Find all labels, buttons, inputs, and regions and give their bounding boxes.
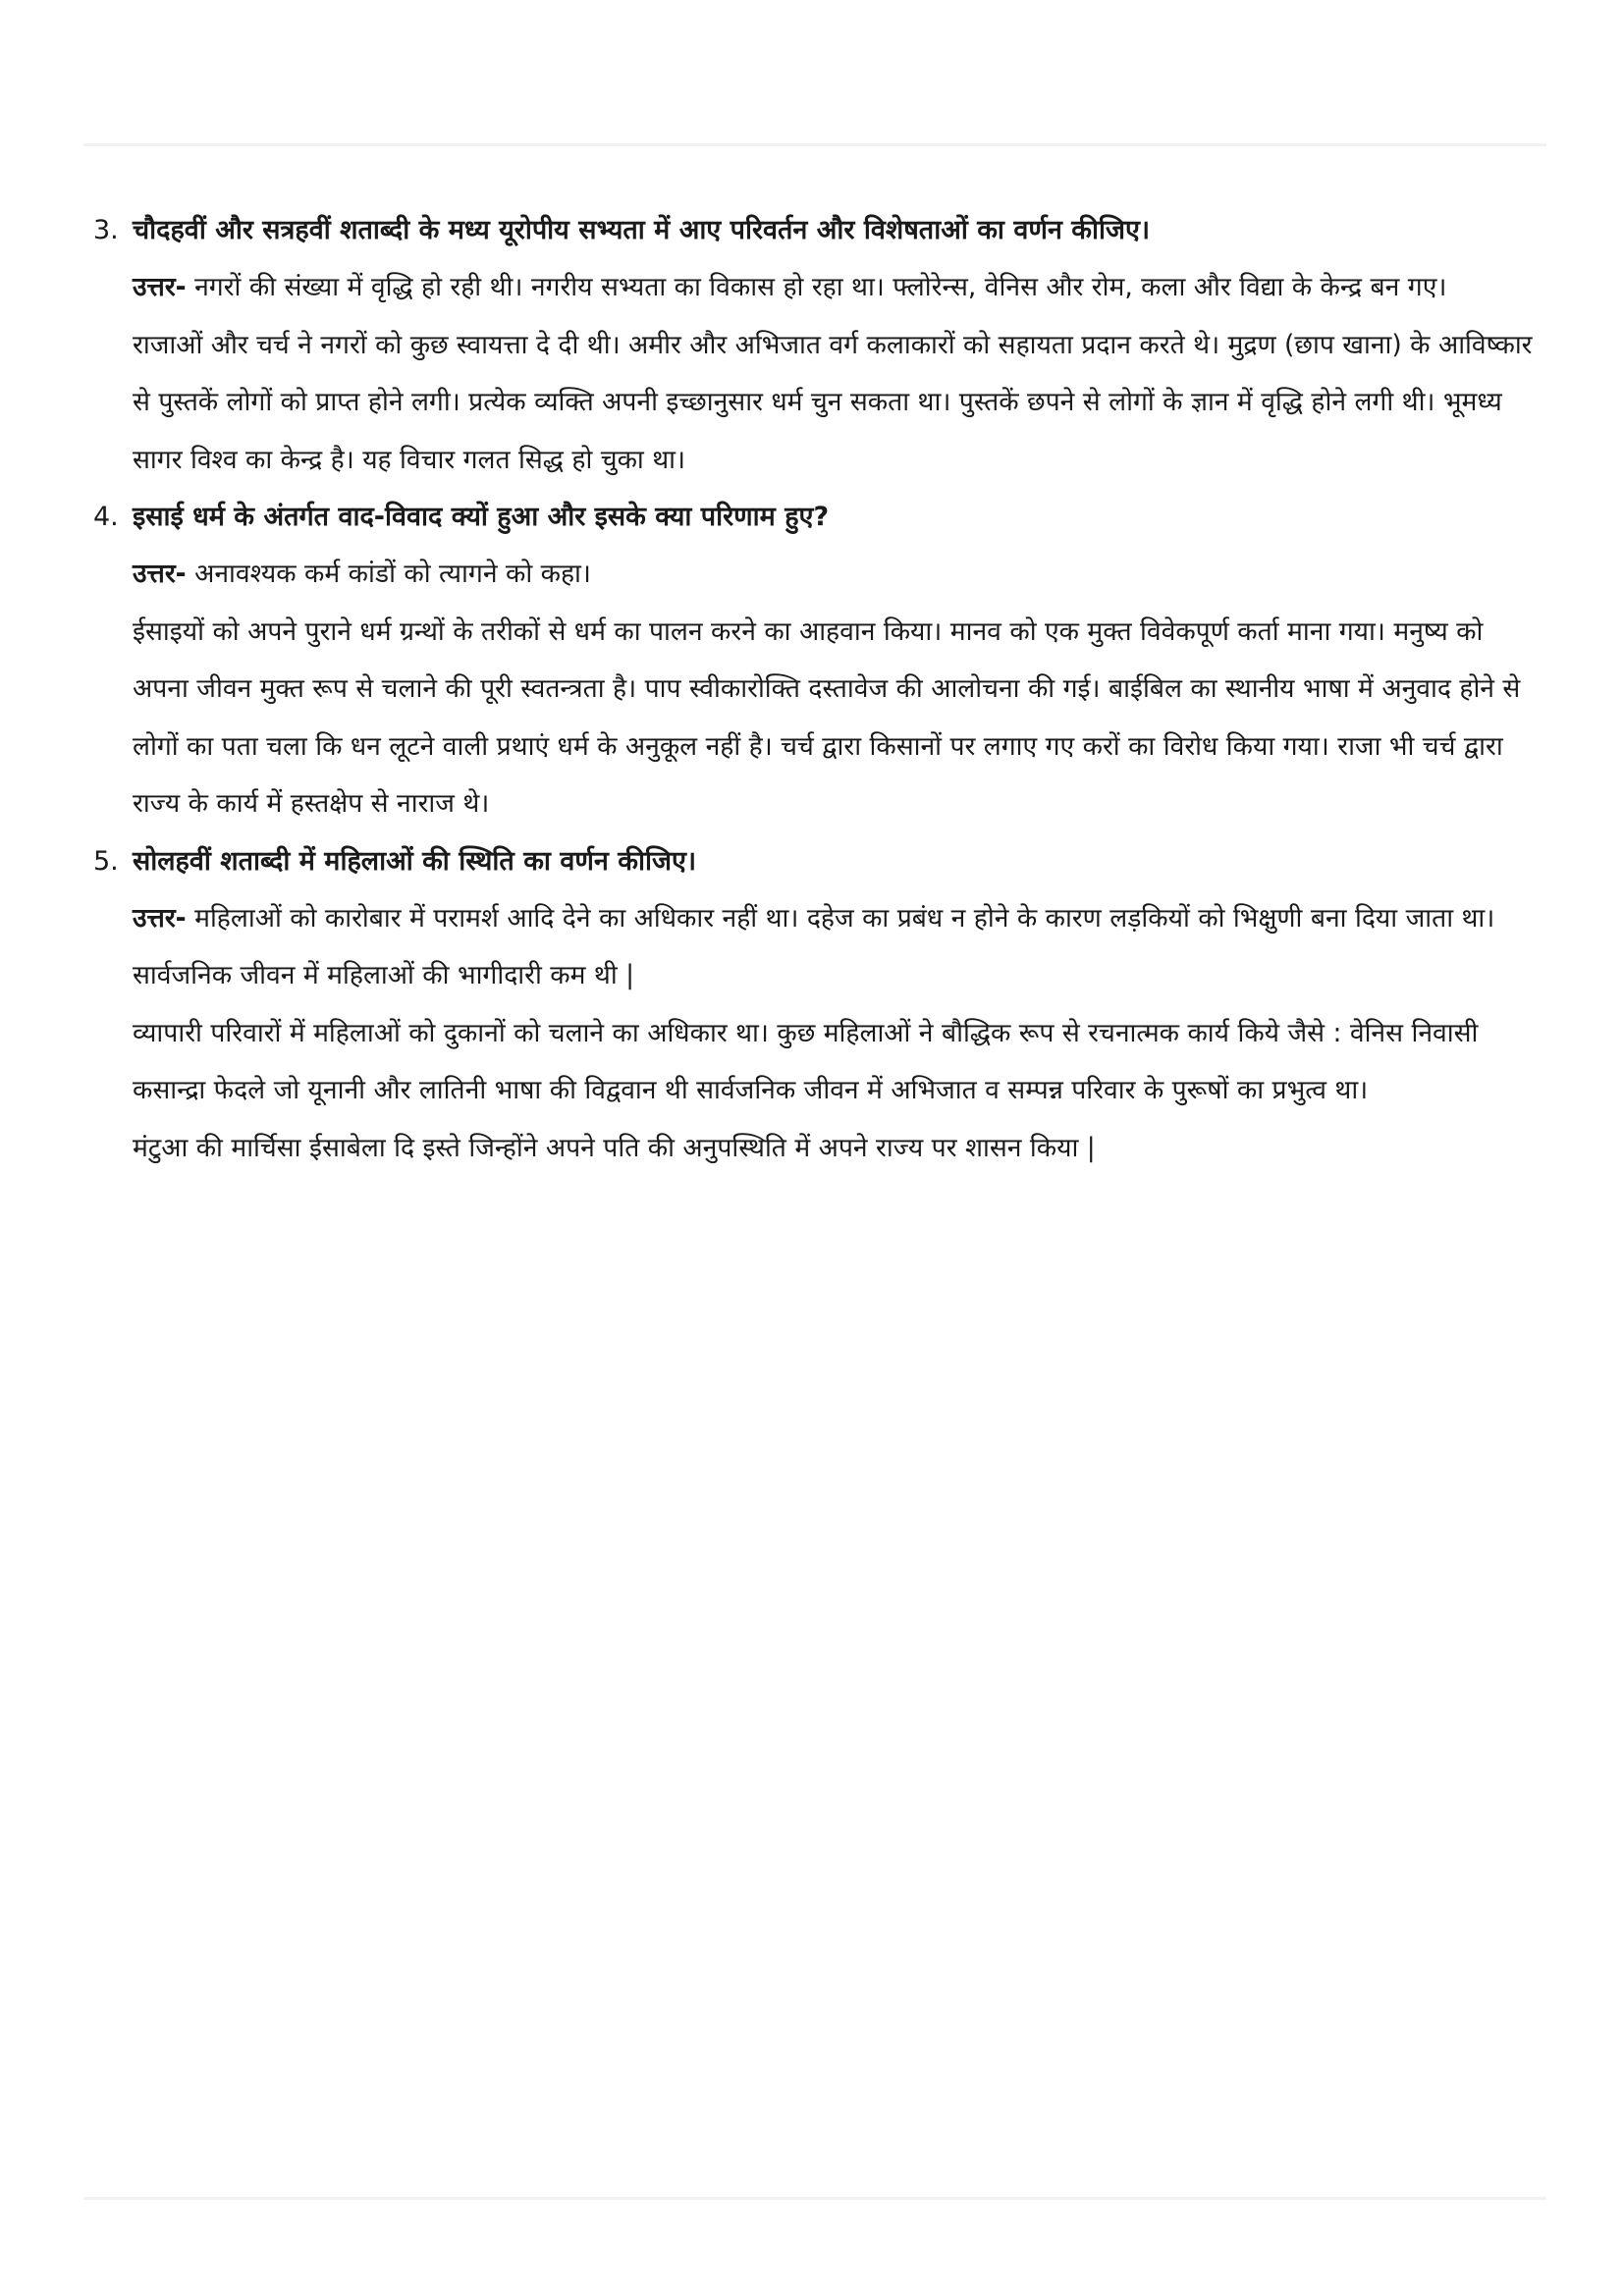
answer-block: [93, 546, 1546, 833]
question-5: [93, 833, 1546, 1178]
answer-label: उत्तर-: [133, 902, 187, 934]
footer-divider: [83, 2197, 1546, 2200]
question-number: 5.: [93, 845, 119, 877]
answer-lead-paragraph: [133, 546, 1546, 604]
answer-lead-text: महिलाओं को कारोबार में परामर्श आदि देने का अधिकार नहीं था। दहेज का प्रबंध न होने के कारण लड़कियों को भिक्षुणी बना दिया जाता था। सार्वजनिक जीवन में महिलाओं की भागीदारी कम थी |: [133, 902, 1495, 990]
answer-label: उत्तर-: [133, 559, 187, 589]
question-heading: [93, 489, 1546, 546]
answer-paragraph: मंटुआ की मार्चिसा ईसाबेला दि इस्ते जिन्होंने अपने पति की अनुपस्थिति में अपने राज्य पर शासन किया |: [133, 1132, 1096, 1163]
question-heading: [93, 833, 1546, 890]
answer-lead-paragraph: [133, 259, 1546, 317]
document-body: [93, 202, 1546, 1177]
answer-label: उत्तर-: [133, 272, 187, 302]
question-title: सोलहवीं शताब्दी में महिलाओं की स्थिति का वर्णन कीजिए।: [133, 845, 697, 877]
question-heading: [93, 202, 1546, 259]
question-number: 4.: [93, 502, 119, 532]
answer-lead-text: अनावश्यक कर्म कांडों को त्यागने को कहा।: [186, 559, 591, 589]
answer-paragraph: व्यापारी परिवारों में महिलाओं को दुकानों को चलाने का अधिकार था। कुछ महिलाओं ने बौद्धिक रूप से रचनात्मक कार्य किये जैसे : वेनिस निवासी कसान्द्रा फेदले जो यूनानी और लातिनी भाषा की विद्ववान थी सार्वजनिक जीवन में अभिजात व सम्पन्न परिवार के पुरूषों का प्रभुत्व था।: [133, 1017, 1479, 1105]
question-4: [93, 489, 1546, 833]
answer-block: [93, 259, 1546, 489]
answer-lead-text: नगरों की संख्या में वृद्धि हो रही थी। नगरीय सभ्यता का विकास हो रहा था। फ्लोरेन्स, वेनिस और रोम, कला और विद्या के केन्द्र बन गए।: [186, 272, 1447, 302]
answer-paragraph: राजाओं और चर्च ने नगरों को कुछ स्वायत्ता दे दी थी। अमीर और अभिजात वर्ग कलाकारों को सहायता प्रदान करते थे। मुद्रण (छाप खाना) के आविष्कार से पुस्तकें लोगों को प्राप्त होने लगी। प्रत्येक व्यक्ति अपनी इच्छानुसार धर्म चुन सकता था। पुस्तकें छपने से लोगों के ज्ञान में वृद्धि होने लगी थी। भूमध्य सागर विश्व का केन्द्र है। यह विचार गलत सिद्ध हो चुका था।: [133, 329, 1533, 475]
answer-lead-paragraph: [133, 890, 1546, 1005]
question-number: 3.: [93, 215, 119, 245]
answer-paragraph: ईसाइयों को अपने पुराने धर्म ग्रन्थों के तरीकों से धर्म का पालन करने का आहवान किया। मानव को एक मुक्त विवेकपूर्ण कर्ता माना गया। मनुष्य को अपना जीवन मुक्त रूप से चलाने की पूरी स्वतन्त्रता है। पाप स्वीकारोक्ति दस्तावेज की आलोचना की गई। बाईबिल का स्थानीय भाषा में अनुवाद होने से लोगों का पता चला कि धन लूटने वाली प्रथाएं धर्म के अनुकूल नहीं है। चर्च द्वारा किसानों पर लगाए गए करों का विरोध किया गया। राजा भी चर्च द्वारा राज्य के कार्य में हस्तक्षेप से नाराज थे।: [133, 615, 1521, 819]
answer-block: [93, 890, 1546, 1178]
question-title: इसाई धर्म के अंतर्गत वाद-विवाद क्यों हुआ और इसके क्या परिणाम हुए?: [133, 502, 830, 532]
question-title: चौदहवीं और सत्रहवीं शताब्दी के मध्य यूरोपीय सभ्यता में आए परिवर्तन और विशेषताओं का वर्णन कीजिए।: [133, 215, 1151, 245]
question-3: [93, 202, 1546, 489]
header-divider: [83, 143, 1546, 146]
